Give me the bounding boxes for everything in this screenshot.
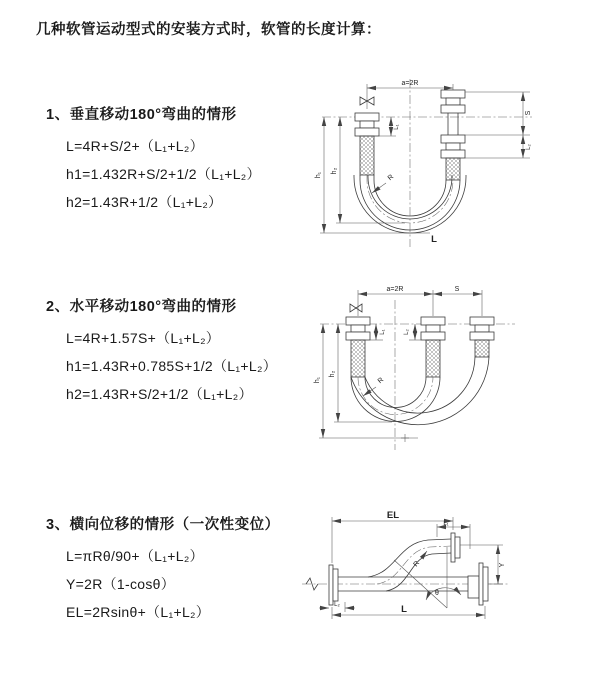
left-fitting [346,317,370,377]
length-label: L [401,604,407,615]
dim-label-a2r: a=2R [386,286,404,293]
section2-formulas [66,324,277,408]
dim-label-l2: L₂ [334,602,340,608]
middle-fitting [421,317,445,377]
section1-heading: 1、垂直移动180°弯曲的情形 [46,107,237,123]
length-label: L [431,234,437,245]
section3-formulas [66,542,280,626]
top-dimensions [358,290,482,316]
section1-formulas [66,132,261,216]
formula-line: L=4R+1.57S+（L₁+L₂） [66,330,221,346]
formula-line: h2=1.43R+1/2（L₁+L₂） [66,194,223,210]
fitting-length-dimensions [370,324,421,340]
bottom-center-tick [401,434,409,442]
dim-label-h1: h₁ [314,376,321,384]
section3-heading: 3、横向位移的情形（一次性变位） [46,517,280,533]
page-title: 几种软管运动型式的安装方式时，软管的长度计算： [36,22,381,38]
formula-line: h1=1.43R+0.785S+1/2（L₁+L₂） [66,358,277,374]
dim-label-s: S [525,110,532,116]
formula-line: h2=1.43R+S/2+1/2（L₁+L₂） [66,386,253,402]
diagram-horizontal-180-bend [310,282,595,464]
diagram-lateral-displacement [298,505,590,650]
valve-icon [350,304,362,312]
diagram-vertical-180-bend [310,75,580,255]
dim-label-s: S [454,286,460,293]
section-lateral-displacement [46,513,280,626]
formula-line: L=πRθ/90+（L₁+L₂） [66,548,204,564]
dim-label-l2: L₂ [526,144,532,150]
radius-label: R [386,173,396,183]
radius-leader [363,387,376,396]
formula-line: Y=2R（1-cosθ） [66,576,176,592]
hose-current-position [351,377,440,422]
right-fitting-and-flange [468,563,488,605]
right-fitting-upper [441,90,465,135]
centerlines [322,79,532,247]
section-horizontal-movement [46,295,277,408]
left-fitting [355,113,379,175]
dim-label-l2: L₂ [404,329,410,335]
upper-flange-displaced [451,533,460,562]
dim-label-y: Y [499,562,506,568]
formula-line: L=4R+S/2+（L₁+L₂） [66,138,204,154]
dim-label-h1: h₁ [315,171,322,179]
dim-label-el: EL [386,510,400,521]
dim-label-h2: h₂ [329,370,336,378]
formula-line: EL=2Rsinθ+（L₁+L₂） [66,604,211,620]
hose-s-curve [368,539,451,591]
right-fitting [470,317,494,357]
section-vertical-movement [46,103,261,216]
dim-label-a2r: a=2R [401,80,419,87]
radius-leader [421,551,427,559]
angle-label: θ [435,590,439,597]
section2-heading: 2、水平移动180°弯曲的情形 [46,299,237,315]
radius-label: R [412,559,422,569]
stroke-dimension-s [465,92,530,158]
dim-label-l1: L₁ [394,124,400,130]
radius-label: R [376,376,386,386]
dim-label-l1: L₁ [380,329,386,335]
dim-label-l1: L₁ [443,521,449,527]
right-fitting-lower [441,135,465,180]
left-flange [329,565,338,605]
formula-line: h1=1.432R+S/2+1/2（L₁+L₂） [66,166,261,182]
dim-label-h2: h₂ [331,167,338,175]
